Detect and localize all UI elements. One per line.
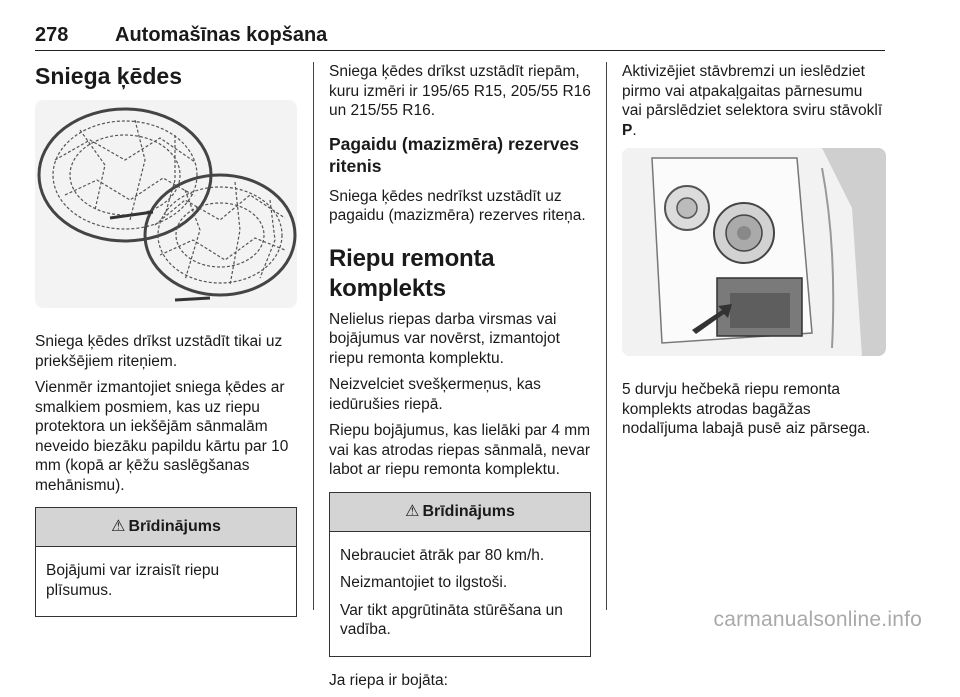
warning-header [36,508,296,547]
warning-line: Var tikt apgrūtināta stūrēšana un vadība. [340,601,563,638]
warning-line: Nebrauciet ātrāk par 80 km/h. [340,546,545,564]
warning-body [36,547,296,616]
paragraph: Neizvelciet svešķermeņus, kas iedūrušies riepā. [329,376,541,413]
warning-box [329,492,591,657]
warning-triangle-icon: ⚠ [111,518,126,536]
paragraph: Sniega ķēdes drīkst uzstādīt tikai uz priekšējiem riteņiem. [35,333,283,370]
column-1 [35,62,297,631]
page-number: 278 [35,24,69,46]
warning-title: Brīdinājums [422,502,515,520]
warning-header [330,493,590,532]
page-title: Automašīnas kopšana [115,24,328,46]
warning-body [330,532,590,656]
section-heading-repair-kit: Riepu remonta komplekts [329,244,495,302]
warning-line: Bojājumi var izraisīt riepu plīsumus. [46,562,220,599]
warning-line: Neizmantojiet to ilgstoši. [340,574,508,591]
warning-title: Brīdinājums [128,518,221,536]
column-divider-2 [606,62,607,610]
warning-triangle-icon: ⚠ [405,502,420,520]
paragraph: Riepu bojājumus, kas lielāki par 4 mm vai kas atrodas riepas sānmalā, nevar labot ar riepu remonta komplektu. [329,422,591,478]
gear-position-p: P [622,121,633,139]
column-divider-1 [313,62,314,610]
column-2 [329,62,591,697]
paragraph: 5 durvju hečbekā riepu remonta komplekts atrodas bagāžas nodalījuma labajā pusē aiz pārsega. [622,381,871,437]
page-header [35,22,885,51]
section-heading-snow-chains: Sniega ķēdes [35,63,183,89]
paragraph: Sniega ķēdes drīkst uzstādīt riepām, kuru izmēri ir 195/65 R15, 205/55 R16 un 215/55 R16. [329,63,591,119]
paragraph: Ja riepa ir bojāta: [329,671,448,689]
trunk-repair-kit-illustration [622,148,886,356]
warning-box [35,507,297,617]
subheading-temporary-spare: Pagaidu (mazizmēra) rezerves ritenis [329,133,579,176]
snow-chains-illustration [35,100,297,308]
paragraph: Nelielus riepas darba virsmas vai bojājumus var novērst, izmantojot riepu remonta komplektu. [329,310,560,367]
paragraph: Sniega ķēdes nedrīkst uzstādīt uz pagaidu (mazizmēra) rezerves riteņa. [329,187,586,224]
watermark-logo: carmanualsonline.info [713,608,922,631]
paragraph: Aktivizējiet stāvbremzi un ieslēdziet pirmo vai atpakaļgaitas pārnesumu vai pārslēdziet selektora sviru stāvoklī P. [622,63,883,139]
paragraph: Vienmēr izmantojiet sniega ķēdes ar smalkiem posmiem, kas uz riepu protektora un iekšējām sānmalām neveido biezāku papildu kārtu par 10 mm (kopā ar ķēžu saslēgšanas mehānismu). [35,379,289,494]
column-3 [622,62,886,446]
